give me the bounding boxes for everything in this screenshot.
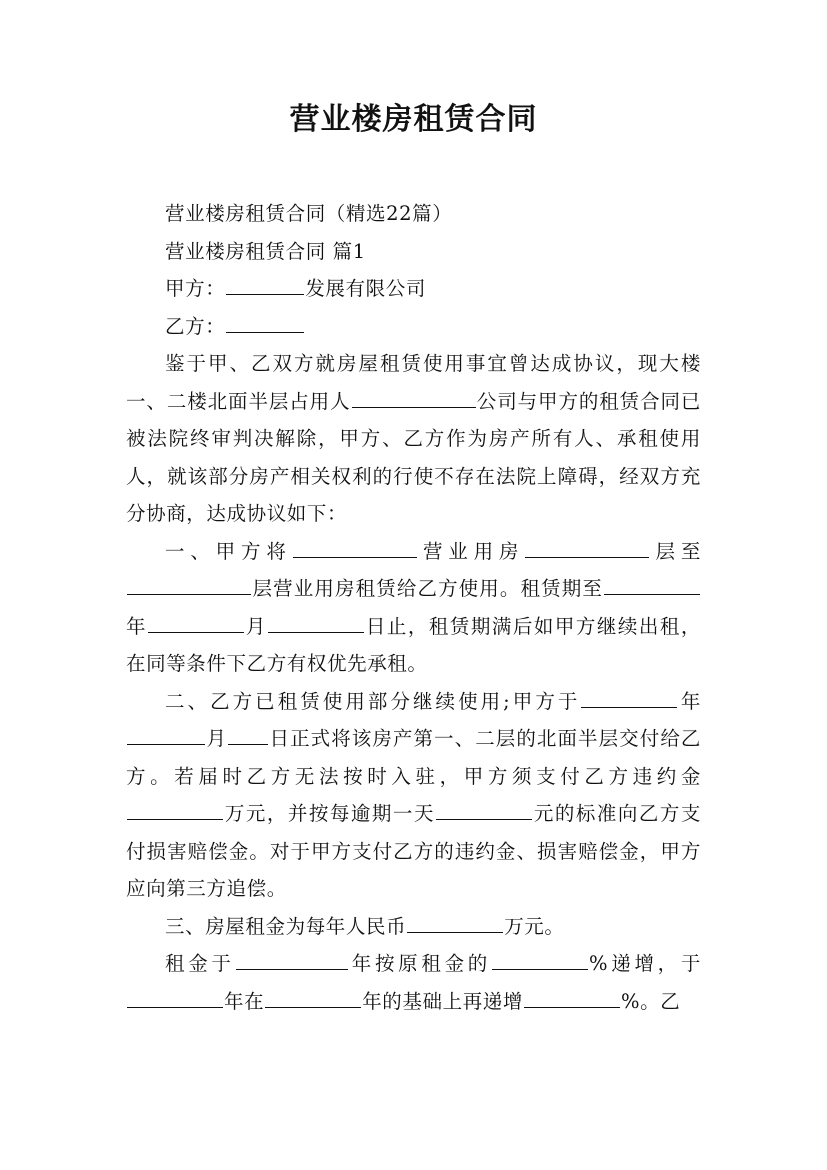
paragraph-clause-2 bbox=[126, 683, 701, 908]
clause-2-text-b: 年 bbox=[678, 689, 701, 713]
document-title: 营业楼房租赁合同 bbox=[289, 102, 538, 137]
section-heading-text: 营业楼房租赁合同 篇1 bbox=[165, 239, 366, 263]
clause-3-text-a: 三、房屋租金为每年人民币 bbox=[165, 914, 407, 938]
rent-text-a: 租金于 bbox=[165, 952, 235, 975]
fill-blank bbox=[268, 611, 364, 632]
rent-text-f: %。乙 bbox=[621, 989, 681, 1013]
rent-text-b: 年按原租金的 bbox=[348, 952, 492, 975]
document-body bbox=[126, 195, 701, 1020]
fill-blank bbox=[524, 986, 620, 1007]
clause-1-text-g: 日止，租赁期满后如甲方继续出租，在同等条件下乙方有权优先承租。 bbox=[126, 614, 701, 675]
fill-blank bbox=[226, 274, 304, 295]
clause-3-text-b: 万元。 bbox=[504, 914, 565, 938]
fill-blank bbox=[127, 574, 251, 595]
clause-2-text-a: 二、乙方已租赁使用部分继续使用;甲方于 bbox=[165, 689, 581, 713]
fill-blank bbox=[127, 986, 223, 1007]
fill-blank bbox=[436, 799, 532, 820]
fill-blank bbox=[228, 724, 268, 745]
clause-2-text-c: 月 bbox=[206, 727, 228, 750]
subtitle-text: 营业楼房租赁合同（精选22篇） bbox=[165, 202, 453, 225]
paragraph-subtitle bbox=[126, 195, 701, 233]
preamble-text-2: 公司与甲方的租赁合同已被法院终审判决解除，甲方、乙方作为房产所有人、承租使用人，就该部分房产相关权利的行使不存在法院上障碍，经双方充分协商，达成协议如下： bbox=[126, 389, 701, 525]
fill-blank bbox=[265, 986, 361, 1007]
paragraph-rent-increase bbox=[126, 945, 701, 1020]
paragraph-clause-1 bbox=[126, 533, 701, 683]
clause-1-text-f: 月 bbox=[245, 614, 267, 638]
paragraph-section-heading bbox=[126, 233, 701, 271]
fill-blank bbox=[525, 536, 649, 557]
clause-1-text-e: 年 bbox=[126, 614, 148, 638]
fill-blank bbox=[236, 949, 348, 970]
fill-blank bbox=[407, 911, 503, 932]
clause-2-text-d: 日正式将该房产第一、二层的北面半层交付给乙方。若届时乙方无法按时入驻，甲方须支付乙方违约金 bbox=[126, 727, 701, 788]
fill-blank bbox=[581, 686, 677, 707]
clause-1-text-b: 营业用房 bbox=[417, 539, 525, 563]
clause-2-text-e: 万元，并按每逾期一天 bbox=[224, 802, 435, 825]
fill-blank bbox=[293, 536, 417, 557]
fill-blank bbox=[604, 574, 700, 595]
fill-blank bbox=[226, 311, 304, 332]
paragraph-preamble bbox=[126, 345, 701, 533]
fill-blank bbox=[492, 949, 588, 970]
party-a-label: 甲方： bbox=[165, 277, 226, 300]
fill-blank bbox=[127, 724, 205, 745]
clause-1-text-c: 层至 bbox=[650, 539, 701, 563]
fill-blank bbox=[352, 386, 476, 407]
rent-text-e: 年的基础上再递增 bbox=[362, 989, 524, 1013]
paragraph-party-b bbox=[126, 308, 701, 346]
rent-text-d: 年在 bbox=[224, 989, 265, 1013]
clause-2-text-f: 元的标准向乙方支付损害赔偿金。对于甲方支付乙方的违约金、损害赔偿金，甲方应向第三方追偿。 bbox=[126, 802, 701, 900]
clause-1-text-d: 层营业用房租赁给乙方使用。租赁期至 bbox=[252, 577, 603, 600]
fill-blank bbox=[148, 611, 244, 632]
party-b-label: 乙方： bbox=[165, 314, 226, 338]
party-a-company-suffix: 发展有限公司 bbox=[305, 277, 426, 300]
rent-text-c: %递增，于 bbox=[589, 952, 701, 975]
preamble-text-1: 鉴于甲、乙双方就房屋租赁使用事宜曾达成协议，现大楼一、二楼北面半层占用人 bbox=[126, 352, 701, 413]
fill-blank bbox=[127, 799, 223, 820]
paragraph-party-a bbox=[126, 270, 701, 308]
clause-1-text-a: 一、甲方将 bbox=[165, 539, 292, 563]
paragraph-clause-3 bbox=[126, 908, 701, 946]
